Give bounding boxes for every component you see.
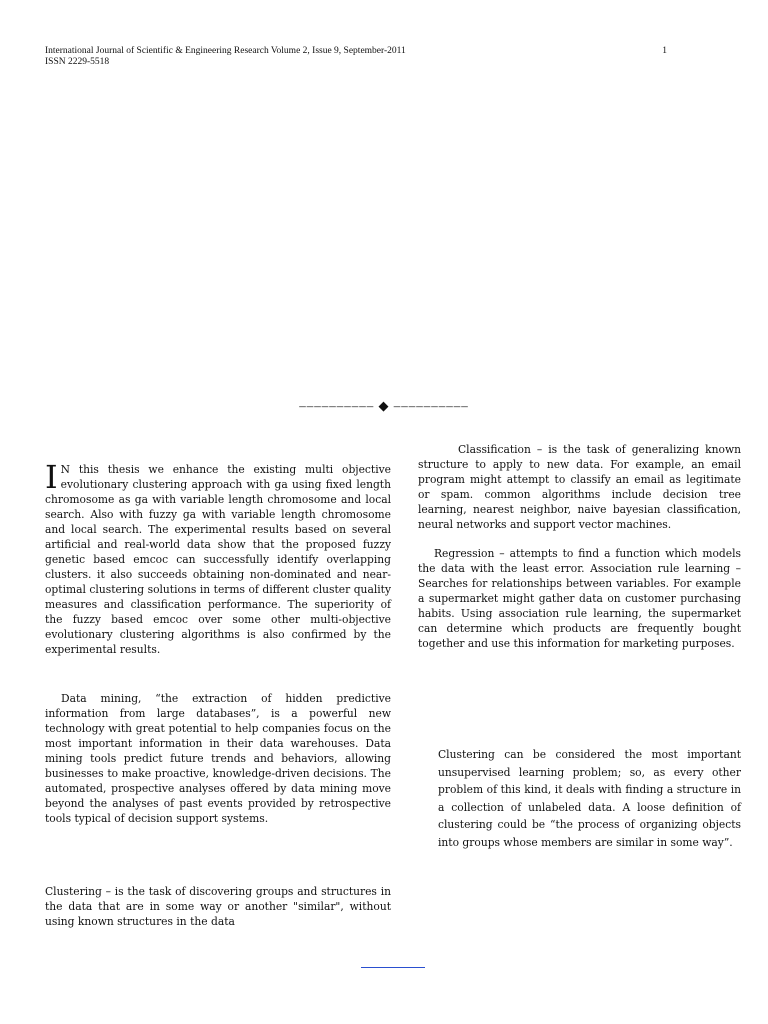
clustering-paragraph <box>45 884 391 929</box>
footnote-rule <box>361 967 425 968</box>
section-separator: –––––––––– ◆ –––––––––– <box>299 398 469 413</box>
data-mining-paragraph <box>45 691 391 826</box>
journal-line: International Journal of Scientific & Engineering Research Volume 2, Issue 9, September-2011 <box>45 46 406 56</box>
issn-line: ISSN 2229-5518 <box>45 57 110 67</box>
regression-paragraph <box>418 546 741 651</box>
classification-text: Classification – is the task of generalizing known structure to apply to new data. For example, an email program might attempt to classify an email as legitimate or spam. common algorithms include decision tree learning, nearest neighbor, naive bayesian classification, neural networks and support vector machines. <box>418 443 741 531</box>
abstract-text: N this thesis we enhance the existing multi objective evolutionary clustering approach with ga using fixed length chromosome as ga with variable length chromosome and local search. Also with fuzzy ga with variable length chromosome and local search. The experimental results based on several artificial and real-world data show that the proposed fuzzy genetic based emcoc can successfully identify overlapping clusters. it also succeeds obtaining non-dominated and near-optimal clustering solutions in terms of different cluster quality measures and classification performance. The superiority of the fuzzy based emcoc over some other multi-objective evolutionary clustering algorithms is also confirmed by the experimental results. <box>45 463 391 656</box>
abstract-paragraph <box>45 458 391 657</box>
clustering-definition-text: Clustering can be considered the most important unsupervised learning problem; so, as every other problem of this kind, it deals with finding a structure in a collection of unlabeled data. A loose definition of clustering could be “the process of organizing objects into groups whose members are similar in some way”. <box>438 748 741 849</box>
clustering-text: Clustering – is the task of discovering groups and structures in the data that are in some way or another "similar", without using known structures in the data <box>45 885 391 928</box>
drop-cap: I <box>45 458 58 496</box>
page-header <box>45 46 675 68</box>
regression-text: Regression – attempts to find a function which models the data with the least error. Association rule learning – Searches for relationships between variables. For example a supermarket might gather data on customer purchasing habits. Using association rule learning, the supermarket can determine which products are frequently bought together and use this information for marketing purposes. <box>418 547 741 650</box>
data-mining-text: Data mining, “the extraction of hidden predictive information from large databases”, is a powerful new technology with great potential to help companies focus on the most important information in their data warehouses. Data mining tools predict future trends and behaviors, allowing businesses to make proactive, knowledge-driven decisions. The automated, prospective analyses offered by data mining move beyond the analyses of past events provided by retrospective tools typical of decision support systems. <box>45 692 391 825</box>
page-number: 1 <box>662 46 667 56</box>
classification-paragraph <box>418 442 741 532</box>
clustering-definition-paragraph <box>438 746 741 851</box>
